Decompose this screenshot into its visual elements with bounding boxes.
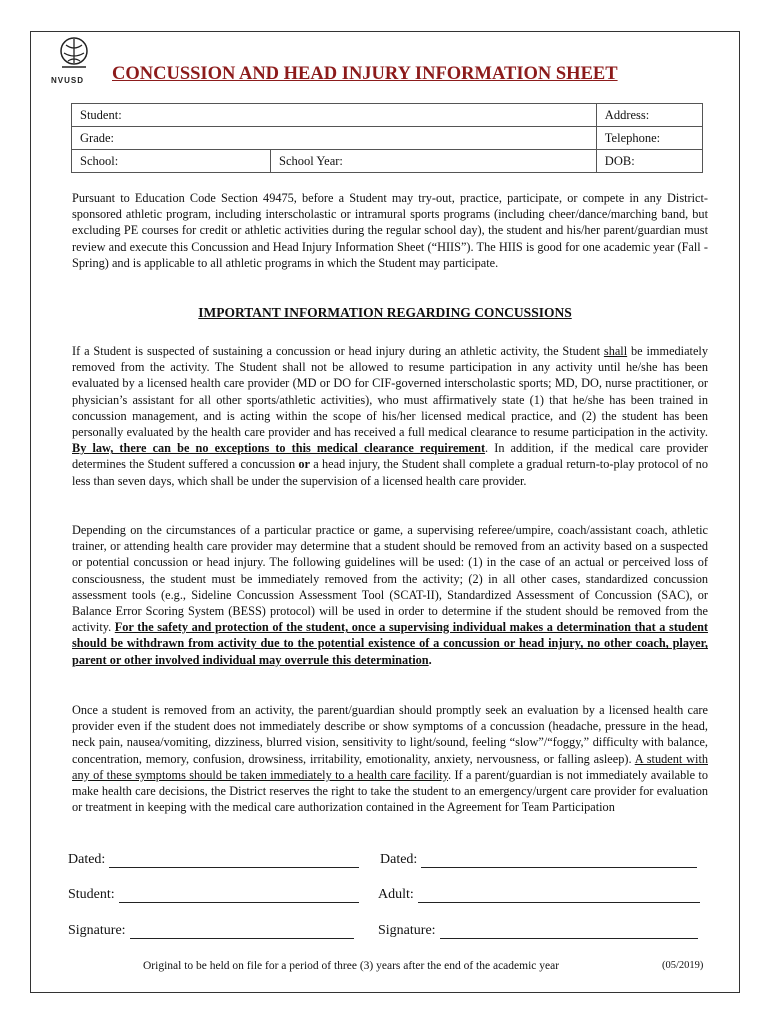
dated-right-line[interactable] (421, 853, 697, 868)
p3-text-b: . If a parent/guardian is not immediately available to make health care decisions, the District reserves the right to take the student to an emergency/urgent care provider for evaluation or treatment in keeping with the medical care authorization contained in the Agreement for Team Participation (72, 767, 708, 815)
document-title: CONCUSSION AND HEAD INJURY INFORMATION SHEET (112, 64, 618, 84)
dated-left-field[interactable] (68, 852, 359, 868)
telephone-field[interactable]: Telephone: (596, 127, 702, 150)
school-field[interactable]: School: (72, 150, 271, 173)
intro-paragraph: Pursuant to Education Code Section 49475, before a Student may try-out, practice, participate, or compete in any District-sponsored athletic program, including interscholastic or intramural sports programs (including cheer/dance/marching band, but excluding PE courses for credit or athletic activities during the regular school day), the student and his/her parent/guardian must review and execute this Concussion and Head Injury Information Sheet (“HIIS”). The HIIS is good for one academic year (Fall - Spring) and is applicable to all athletic programs in which the Student may participate. (72, 191, 708, 270)
signature-left-label: Signature: (68, 923, 126, 938)
p1-text-d: a head injury, the Student shall complete a gradual return-to-play protocol of no less than seven days, which shall be under the supervision of a licensed health care provider. (72, 457, 708, 488)
signature-right-label: Signature: (378, 923, 436, 938)
student-field[interactable]: Student: (72, 104, 597, 127)
signature-right-field[interactable] (378, 923, 698, 939)
removal-paragraph (72, 522, 708, 668)
signature-right-line[interactable] (440, 924, 698, 939)
p1-text-c: . In addition, if the medical care provider determines the Student suffered a concussion (72, 441, 708, 472)
evaluation-paragraph (72, 702, 708, 815)
dated-left-line[interactable] (109, 853, 359, 868)
school-year-field[interactable]: School Year: (271, 150, 597, 173)
p2-text-a: Depending on the circumstances of a particular practice or game, a supervising referee/umpire, coach/assistant coach, athletic trainer, or attending health care provider may determine that a student should be removed from an activity based on a suspected or potential concussion or head injury. The following guidelines will be used: (1) in the case of an actual or perceived loss of consciousness, the student must be immediately removed from the activity; (2) in all other cases, standardized concussion assessment tools (e.g., Sideline Concussion Assessment Tool (SCAT-II), Standardized Assessment of Concussion (SAC), or Balance Error Scoring System (BESS) protocol) will be used in order to determine if the student should be removed from the activity. (72, 523, 708, 635)
student-signature-field[interactable] (68, 887, 359, 903)
p2-end: . (428, 652, 432, 667)
p3-text-a: Once a student is removed from an activity, the parent/guardian should promptly seek an evaluation by a licensed health care provider even if the student does not immediately describe or show symptoms of a concussion (headache, pressure in the head, neck pain, nausea/vomiting, dizziness, blurred vision, sensitivity to light/sound, feeling “slow”/“foggy,” difficulty with balance, concentration, memory, confusion, drowsiness, irritability, emotionality, anxiety, nervousness, or falling asleep). (72, 703, 708, 766)
p3-underlined-text: A student with any of these symptoms should be taken immediately to a health care facility (72, 751, 709, 782)
dated-right-field[interactable] (380, 852, 697, 868)
concussion-paragraph (72, 343, 708, 489)
page-border (30, 31, 740, 993)
grade-field[interactable]: Grade: (72, 127, 597, 150)
section-heading: IMPORTANT INFORMATION REGARDING CONCUSSIONS (198, 305, 572, 320)
p2-bold-text: For the safety and protection of the student, once a supervising individual makes a determination that a student should be withdrawn from activity due to the potential existence of a concussion or head injury, no other coach, player, parent or other involved individual may overrule this determination (72, 620, 709, 667)
dob-field[interactable]: DOB: (596, 150, 702, 173)
student-label: Student: (68, 887, 115, 902)
dated-right-label: Dated: (380, 852, 418, 867)
p1-or: or (298, 457, 310, 472)
signature-left-field[interactable] (68, 923, 354, 939)
p1-law-text: By law, there can be no exceptions to this medical clearance requirement (72, 441, 486, 456)
p1-text-a: If a Student is suspected of sustaining a concussion or head injury during an athletic activity, the Student (72, 344, 604, 358)
p1-text-b: be immediately removed from the activity. The Student shall not be allowed to resume participation in any activity until he/she has been evaluated by a licensed health care provider (MD or DO for CIF-governed interscholastic sports; MD, DO, nurse practitioner, or physician’s assistant for all other sports/athletic activities), who must affirmatively state (1) that he/she has been trained in concussion management, and is acting within the scope of his/her licensed medical practice, and (2) the student has been personally evaluated by the health care provider and has received a full medical clearance to resume participation in the activity. (72, 344, 708, 440)
p1-shall: shall (603, 344, 628, 358)
footer-note: Original to be held on file for a period of three (3) years after the end of the academic year (143, 960, 560, 972)
adult-field[interactable] (378, 887, 700, 903)
address-field[interactable]: Address: (596, 104, 702, 127)
adult-label: Adult: (378, 887, 414, 902)
student-line[interactable] (119, 888, 359, 903)
student-info-table (71, 103, 703, 173)
revision-date: (05/2019) (662, 960, 704, 971)
signature-left-line[interactable] (130, 924, 354, 939)
dated-left-label: Dated: (68, 852, 106, 867)
logo-text: NVUSD (51, 76, 85, 85)
adult-line[interactable] (418, 888, 700, 903)
